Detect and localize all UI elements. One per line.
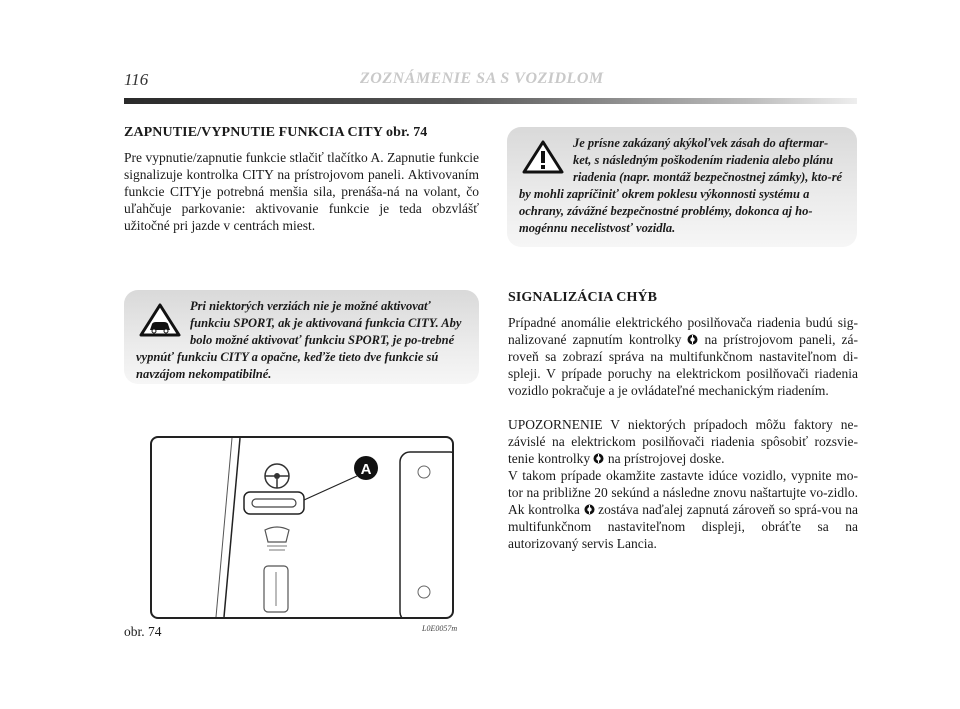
sport-city-note bbox=[124, 290, 479, 384]
tamper-warning-text: Je prísne zakázaný akýkoľvek zásah do aftermar-ket, s následným poškodením riadenia alebo plánu riadenia (napr. montáž bezpečnostnej zámky), kto-ré by mohli zapríčiniť okrem poklesu výkonnosti systému a ochrany, závážné bezpečnostné problémy, dokonca aj ho-mogénnu necelistvosť vozidla. bbox=[519, 136, 843, 235]
left-column bbox=[124, 125, 479, 234]
warning-triangle-icon bbox=[521, 139, 565, 175]
figure-caption: obr. 74 bbox=[124, 624, 162, 639]
page-number: 116 bbox=[124, 70, 149, 89]
tamper-warning-note bbox=[507, 127, 857, 247]
header-rule bbox=[124, 98, 857, 104]
dashboard-illustration bbox=[150, 436, 454, 619]
fault-signal-text: Prípadné anomálie elektrického posilňovača riadenia budú sig-nalizované zapnutím kontrolky na prístrojovom paneli, zá-roveň sa zobrazí správa na multifunkčnom nastaviteľnom di-spleji. V prípade poruchy na elektrickom posilňovači riadenia vozidlo pokračuje a je ovládateľné mechanickým riadením. bbox=[508, 315, 859, 398]
car-warning-icon bbox=[138, 302, 182, 338]
lamp-icon bbox=[265, 527, 289, 550]
steering-warning-icon bbox=[593, 451, 607, 466]
steering-warning-icon bbox=[687, 332, 704, 347]
right-column bbox=[508, 290, 858, 552]
steering-warning-icon bbox=[584, 502, 599, 517]
fault-caution-text: UPOZORNENIE V niektorých prípadoch môžu faktory ne-závislé na elektrickom posilňovači riadenia spôsobiť rozsvie-tenie kontrolky na prístrojovej doske. V takom prípade okamžite zastavte idúce vozidlo, vypnite mo-tor na približne 20 sekúnd a následne znovu naštartujte vo-zidlo. Ak kontrolka zostáva naďalej zapnutá zároveň so sprá-vou na multifunkčnom nastaviteľnom displeji, obráťte sa na autorizovaný servis Lancia. bbox=[508, 417, 858, 551]
city-function-text: Pre vypnutie/zapnutie funkcie stlačiť tlačítko A. Zapnutie funkcie signalizuje kontrolka CITY na prístrojovom paneli. Aktivovaním funkcie CITYje potrebná menšia sila, prenáša-ná na volant, čo uľahčuje parkovanie: aktivovanie funkcie je teda obzvlášť užitočné pri jazde v centrách miest. bbox=[124, 150, 479, 233]
callout-a: A bbox=[360, 461, 372, 478]
city-button bbox=[244, 492, 304, 514]
city-function-heading: ZAPNUTIE/VYPNUTIE FUNKCIA CITY obr. 74 bbox=[124, 125, 428, 140]
sport-city-note-text: Pri niektorých verziách nie je možné aktivovať funkciu SPORT, ak je aktivovaná funkcia CITY. Aby bolo možné aktivovať funkciu SPORT, je po-trebné vypnúť funkciu CITY a opačne, keďže tieto dve funkcie sú navzájom nekompatibilné. bbox=[136, 299, 462, 381]
chapter-title: ZOZNÁMENIE SA S VOZIDLOM bbox=[360, 70, 604, 87]
fault-signal-heading: SIGNALIZÁCIA CHÝB bbox=[508, 290, 658, 305]
steering-wheel-icon bbox=[265, 464, 289, 488]
figure-code: L0E0057m bbox=[422, 624, 458, 633]
